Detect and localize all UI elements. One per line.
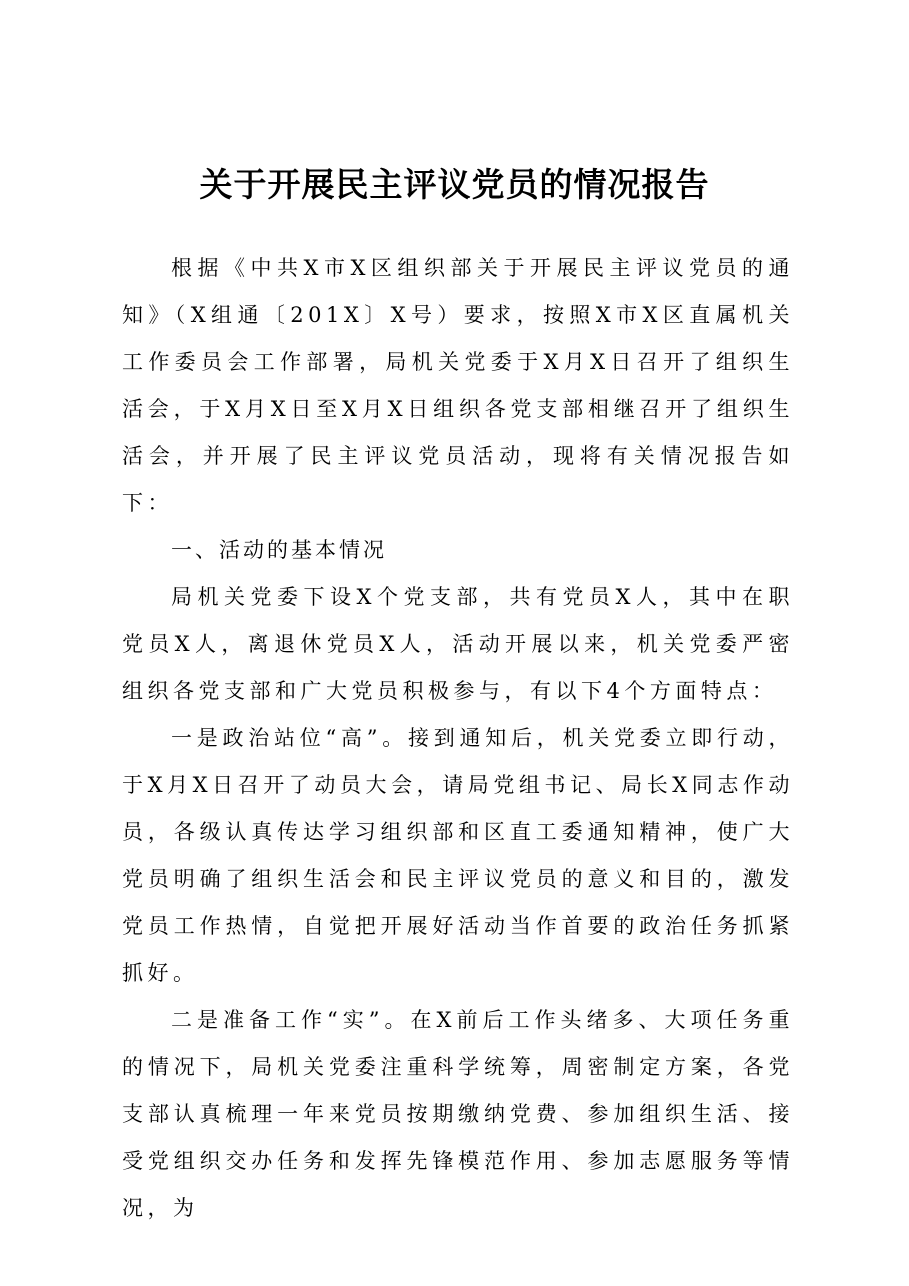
- paragraph-point-one: 一是政治站位“高”。接到通知后，机关党委立即行动，于X月X日召开了动员大会，请局党组书记、局长X同志作动员，各级认真传达学习组织部和区直工委通知精神，使广大党员明确了组织生活会和民主评议党员的意义和目的，激发党员工作热情，自觉把开展好活动当作首要的政治任务抓紧抓好。: [122, 726, 794, 985]
- paragraph-overview: 局机关党委下设X个党支部，共有党员X人，其中在职党员X人，离退休党员X人，活动开展以来，机关党委严密组织各党支部和广大党员积极参与，有以下4个方面特点：: [122, 585, 794, 703]
- document-body: [122, 245, 794, 1232]
- paragraph-point-two: 二是准备工作“实”。在X前后工作头绪多、大项任务重的情况下，局机关党委注重科学统筹，周密制定方案，各党支部认真梳理一年来党员按期缴纳党费、参加组织生活、接受党组织交办任务和发挥先锋模范作用、参加志愿服务等情况，为: [122, 1008, 794, 1220]
- document-title: 关于开展民主评议党员的情况报告: [199, 165, 710, 204]
- section-heading-basic-situation: 一、活动的基本情况: [171, 538, 387, 562]
- paragraph-intro: 根据《中共X市X区组织部关于开展民主评议党员的通知》（X组通〔201X〕X号）要求，按照X市X区直属机关工作委员会工作部署，局机关党委于X月X日召开了组织生活会，于X月X日至X月X日组织各党支部相继召开了组织生活会，并开展了民主评议党员活动，现将有关情况报告如下：: [122, 256, 794, 515]
